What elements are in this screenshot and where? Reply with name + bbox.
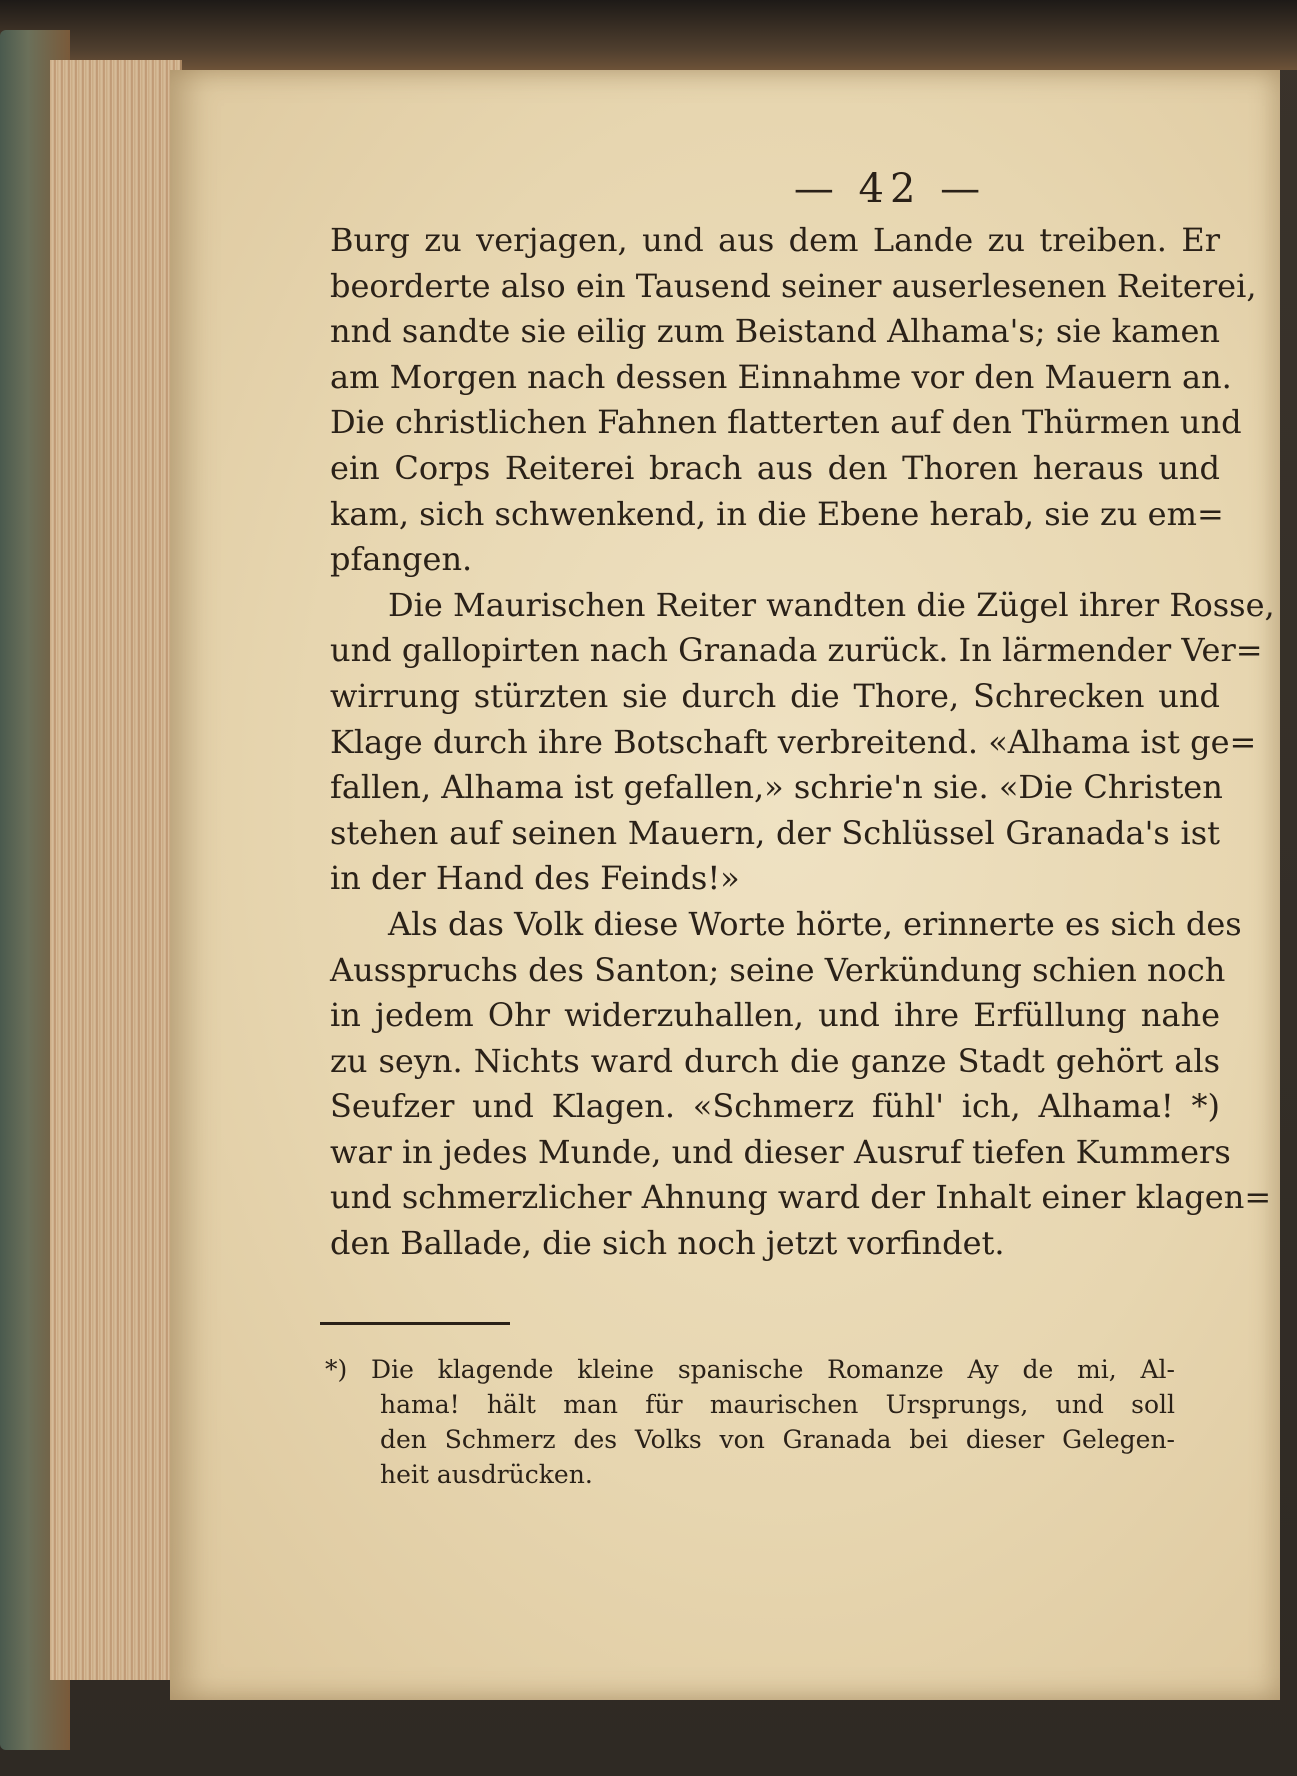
paragraph-3 <box>330 902 1272 1267</box>
text-line: ein Corps Reiterei brach aus den Thoren heraus und <box>330 448 1220 487</box>
text-line: kam, sich schwenkend, in die Ebene herab, sie zu em= <box>330 494 1224 533</box>
text-line: Die Maurischen Reiter wandten die Zügel ihrer Rosse, <box>388 585 1275 624</box>
text-line: stehen auf seinen Mauern, der Schlüssel Granada's ist <box>330 813 1220 852</box>
body-text <box>330 218 1275 1267</box>
footnote-divider <box>320 1322 510 1325</box>
footnote <box>325 1352 1175 1492</box>
paragraph-1 <box>330 218 1257 583</box>
text-line: in der Hand des Feinds!» <box>330 859 740 898</box>
text-line: war in jedes Munde, und dieser Ausruf tiefen Kummers <box>330 1132 1231 1171</box>
text-line: und schmerzlicher Ahnung ward der Inhalt einer klagen= <box>330 1178 1272 1217</box>
text-line: in jedem Ohr widerzuhallen, und ihre Erfüllung nahe <box>330 996 1220 1035</box>
text-line: Seufzer und Klagen. «Schmerz fühl' ich, Alhama! *) <box>330 1087 1220 1126</box>
page-number: — 42 — <box>793 166 987 212</box>
book-cover-top <box>0 0 1297 70</box>
paragraph-2 <box>330 583 1275 902</box>
footnote-line: *) Die klagende kleine spanische Romanze Ay de mi, Al- <box>325 1355 1175 1384</box>
text-line: zu seyn. Nichts ward durch die ganze Stadt gehört als <box>330 1041 1220 1080</box>
text-line: nnd sandte sie eilig zum Beistand Alhama's; sie kamen <box>330 312 1220 351</box>
text-line: wirrung stürzten sie durch die Thore, Schrecken und <box>330 676 1220 715</box>
text-line: beorderte also ein Tausend seiner auserlesenen Reiterei, <box>330 266 1257 305</box>
text-line: am Morgen nach dessen Einnahme vor den Mauern an. <box>330 357 1232 396</box>
text-line: pfangen. <box>330 540 473 579</box>
text-line: fallen, Alhama ist gefallen,» schrie'n sie. «Die Christen <box>330 768 1223 807</box>
text-line: Ausspruchs des Santon; seine Verkündung schien noch <box>330 950 1226 989</box>
text-line: den Ballade, die sich noch jetzt vorfindet. <box>330 1224 1005 1263</box>
page-edges <box>50 60 182 1680</box>
text-line: Burg zu verjagen, und aus dem Lande zu treiben. Er <box>330 221 1220 259</box>
text-line: Als das Volk diese Worte hörte, erinnerte es sich des <box>388 904 1242 943</box>
book-page <box>170 70 1280 1700</box>
text-line: und gallopirten nach Granada zurück. In lärmender Ver= <box>330 631 1263 670</box>
text-line: Die christlichen Fahnen flatterten auf den Thürmen und <box>330 403 1242 442</box>
footnote-line: den Schmerz des Volks von Granada bei dieser Gelegen- <box>380 1425 1175 1454</box>
footnote-line: hama! hält man für maurischen Ursprungs, und soll <box>380 1390 1175 1419</box>
text-line: Klage durch ihre Botschaft verbreitend. «Alhama ist ge= <box>330 722 1257 761</box>
footnote-line: heit ausdrücken. <box>380 1460 593 1489</box>
